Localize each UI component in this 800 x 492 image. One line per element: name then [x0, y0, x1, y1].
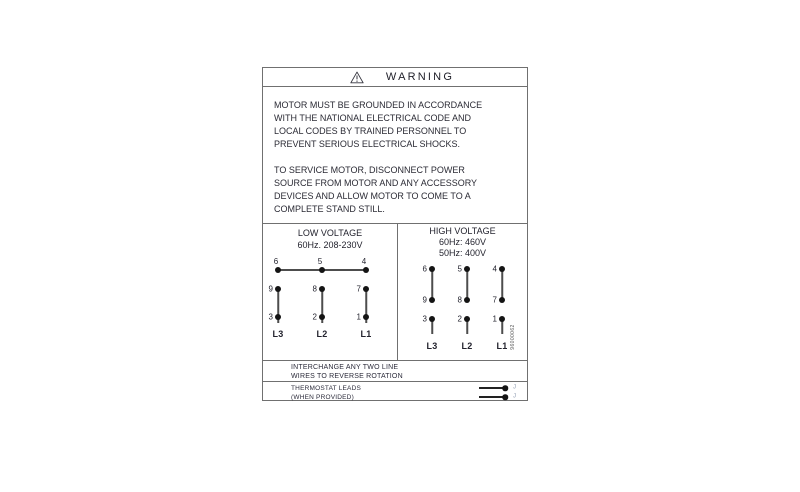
warning-title: WARNING — [385, 71, 455, 83]
thermostat-row — [263, 381, 527, 401]
paragraph-line: PREVENT SERIOUS ELECTRICAL SHOCKS. — [274, 139, 461, 149]
line-label-l2: L2 — [316, 329, 328, 339]
thermostat-lead-dot — [502, 394, 508, 400]
terminal-dot — [464, 316, 470, 322]
terminal-dot — [429, 266, 435, 272]
terminal-dot — [319, 286, 325, 292]
grounding-paragraph — [274, 99, 517, 151]
terminal-dot — [464, 297, 470, 303]
high-terminal-9: 9 — [422, 295, 427, 305]
low-terminal-2: 2 — [312, 312, 317, 322]
low-voltage-panel — [263, 224, 397, 361]
terminal-dot — [319, 314, 325, 320]
low-voltage-subtitle: 60Hz. 208-230V — [297, 240, 363, 250]
connection-line — [431, 269, 433, 300]
connection-line — [501, 269, 503, 300]
low-terminal-4: 4 — [361, 257, 367, 266]
connection-line — [466, 269, 468, 300]
paragraph-line: WITH THE NATIONAL ELECTRICAL CODE AND — [274, 113, 472, 123]
terminal-dot — [363, 314, 369, 320]
low-terminal-6: 6 — [273, 257, 279, 266]
terminal-dot — [363, 267, 369, 273]
warning-triangle-icon — [350, 71, 364, 84]
paragraph-line: COMPLETE STAND STILL. — [274, 204, 385, 214]
high-voltage-title: HIGH VOLTAGE — [429, 226, 496, 236]
line-label-l1: L1 — [360, 329, 372, 339]
thermostat-lead-label-1: J — [513, 384, 517, 391]
part-number: 96000062 — [510, 324, 516, 350]
low-terminal-8: 8 — [312, 284, 317, 294]
low-terminal-5: 5 — [317, 257, 323, 266]
high-terminal-5: 5 — [457, 264, 462, 274]
line-label-l3: L3 — [426, 341, 438, 351]
terminal-dot — [275, 286, 281, 292]
high-terminal-4: 4 — [492, 264, 497, 274]
terminal-dot — [464, 266, 470, 272]
low-terminal-1: 1 — [356, 312, 361, 322]
terminal-dot — [275, 314, 281, 320]
motor-warning-label — [262, 67, 528, 401]
terminal-dot — [499, 297, 505, 303]
paragraph-line: MOTOR MUST BE GROUNDED IN ACCORDANCE — [274, 100, 483, 110]
paragraph-line: TO SERVICE MOTOR, DISCONNECT POWER — [274, 165, 465, 175]
low-terminal-7: 7 — [356, 284, 361, 294]
high-terminal-1: 1 — [492, 314, 497, 324]
low-voltage-title: LOW VOLTAGE — [297, 228, 363, 238]
terminal-dot — [499, 316, 505, 322]
voltage-section — [263, 223, 527, 360]
high-terminal-7: 7 — [492, 295, 497, 305]
terminal-dot — [275, 267, 281, 273]
paragraph-line: DEVICES AND ALLOW MOTOR TO COME TO A — [274, 191, 471, 201]
thermostat-line1: THERMOSTAT LEADS — [291, 385, 362, 392]
high-terminal-8: 8 — [457, 295, 462, 305]
paragraph-line: LOCAL CODES BY TRAINED PERSONNEL TO — [274, 126, 467, 136]
warning-body — [263, 88, 527, 223]
terminal-dot — [319, 267, 325, 273]
high-terminal-2: 2 — [457, 314, 462, 324]
paragraph-line: SOURCE FROM MOTOR AND ANY ACCESSORY — [274, 178, 478, 188]
thermostat-lead-line — [479, 387, 505, 388]
terminal-dot — [499, 266, 505, 272]
high-voltage-subtitle-60: 60Hz: 460V — [438, 237, 487, 247]
thermostat-lead-label-2: J — [513, 393, 517, 400]
terminal-dot — [429, 316, 435, 322]
terminal-dot — [363, 286, 369, 292]
line-label-l3: L3 — [272, 329, 284, 339]
line-label-l2: L2 — [461, 341, 473, 351]
low-terminal-3: 3 — [268, 312, 273, 322]
high-terminal-3: 3 — [422, 314, 427, 324]
thermostat-line2: (WHEN PROVIDED) — [291, 394, 354, 401]
rotation-note-line1: INTERCHANGE ANY TWO LINE — [291, 364, 399, 371]
rotation-note-line2: WIRES TO REVERSE ROTATION — [291, 373, 403, 380]
line-label-l1: L1 — [496, 341, 508, 351]
rotation-note-row — [263, 360, 527, 381]
warning-header — [263, 68, 527, 87]
high-voltage-panel — [398, 224, 527, 361]
service-paragraph — [274, 164, 517, 216]
terminal-dot — [429, 297, 435, 303]
high-voltage-subtitle-50: 50Hz: 400V — [438, 248, 487, 258]
low-terminal-9: 9 — [268, 284, 273, 294]
thermostat-lead-line — [479, 396, 505, 397]
thermostat-lead-dot — [502, 385, 508, 391]
high-terminal-6: 6 — [422, 264, 427, 274]
